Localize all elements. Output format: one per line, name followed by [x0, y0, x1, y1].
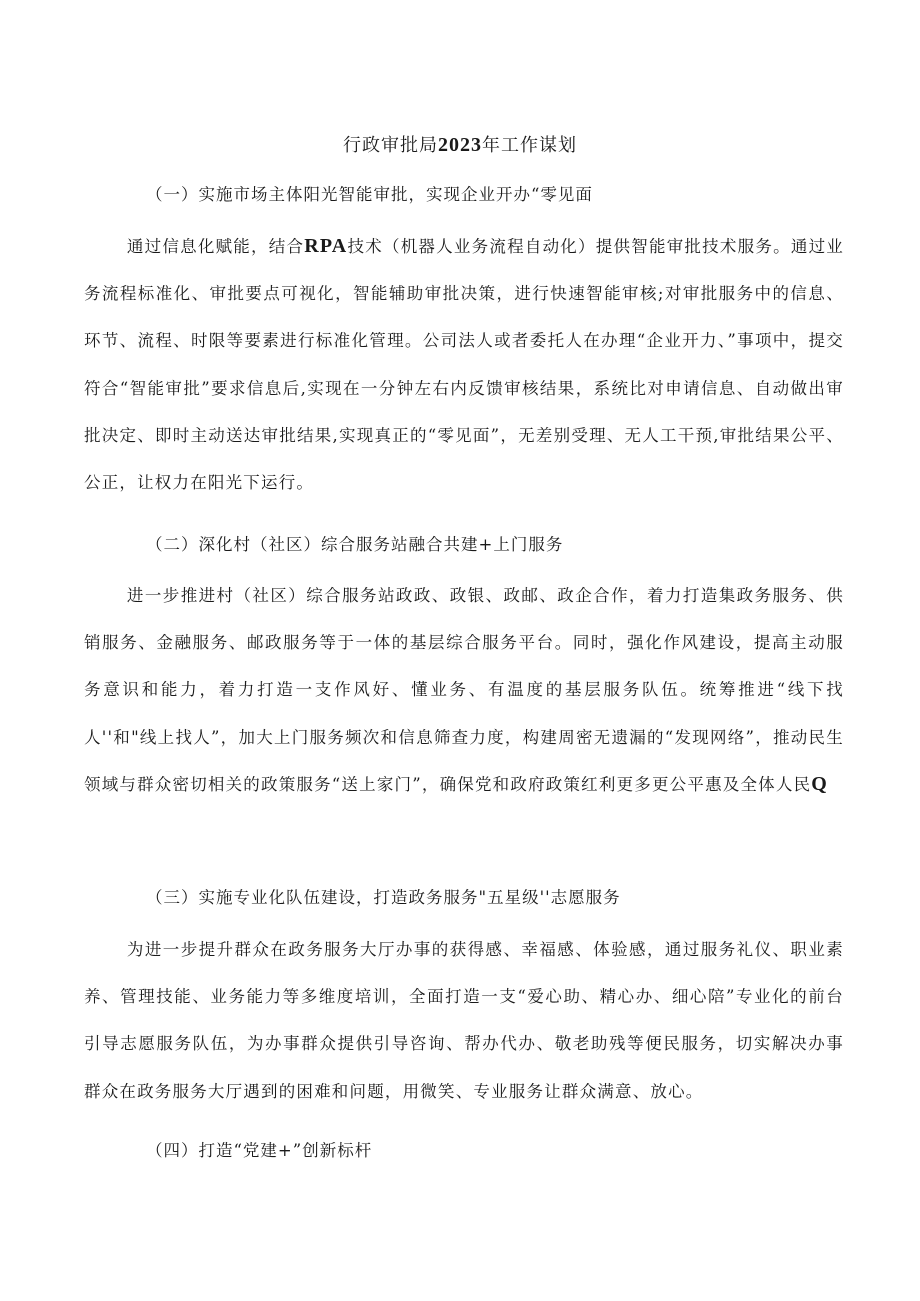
section-1-text-b: 技术（机器人业务流程自动化）提供智能审批技术服务。通过业务流程标准化、审批要点可视化，智能辅助审批决策，进行快速智能审核;对审批服务中的信息、环节、流程、时限等要素进行标准化管理。公司法人或者委托人在办理“企业开力、”事项中，提交符合“智能审批”要求信息后,实现在一分钟左右内反馈审核结果，系统比对申请信息、自动做出审批决定、即时主动送达审批结果,实现真正的“零见面”，无差别受理、无人工干预,审批结果公平、公正，让权力在阳光下运行。 — [84, 237, 845, 493]
section-3-text-a: 为进一步提升群众在政务服务大厅办事的获得感、幸福感、体验感，通过服务礼仪、职业素养、管理技能、业务能力等多维度培训，全面打造一支“爱心助、精心办、细心陪”专业化的前台引导志愿服务队伍，为办事群众提供引导咨询、帮办代办、敬老助残等便民服务，切实解决办事群众在政务服务大厅遇到的困难和问题，用微笑、专业服务让群众满意、放心。 — [84, 940, 844, 1101]
section-2-text-a: 进一步推进村（社区）综合服务站政政、政银、政邮、政企合作，着力打造集政务服务、供销服务、金融服务、邮政服务等于一体的基层综合服务平台。同时，强化作风建设，提高主动服务意识和能力，着力打造一支作风好、懂业务、有温度的基层服务队伍。统筹推进“线下找人''和"线上找人”，加大上门服务频次和信息筛查力度，构建周密无遗漏的“发现网络”，推动民生领域与群众密切相关的政策服务“送上家门”，确保党和政府政策红利更多更公平惠及全体人民 — [84, 586, 844, 794]
section-2-heading: （二）深化村（社区）综合服务站融合共建+上门服务 — [146, 535, 564, 554]
section-2-text-q: Q — [811, 772, 829, 795]
section-1-paragraph — [84, 223, 844, 506]
section-1-text-rpa: RPA — [304, 235, 348, 257]
section-4-heading: （四）打造“党建+”创新标杆 — [146, 1141, 373, 1160]
title-prefix: 行政审批局 — [343, 135, 438, 156]
section-3-paragraph — [84, 926, 844, 1115]
section-2-paragraph — [84, 572, 844, 808]
section-1-text-a: 通过信息化赋能，结合 — [126, 237, 305, 256]
document-title — [0, 131, 920, 160]
title-year: 2023 — [438, 134, 482, 156]
section-1-heading: （一）实施市场主体阳光智能审批，实现企业开办“零见面 — [146, 185, 593, 204]
section-3-heading: （三）实施专业化队伍建设，打造政务服务"五星级''志愿服务 — [146, 888, 621, 907]
title-suffix: 年工作谋划 — [482, 135, 577, 156]
